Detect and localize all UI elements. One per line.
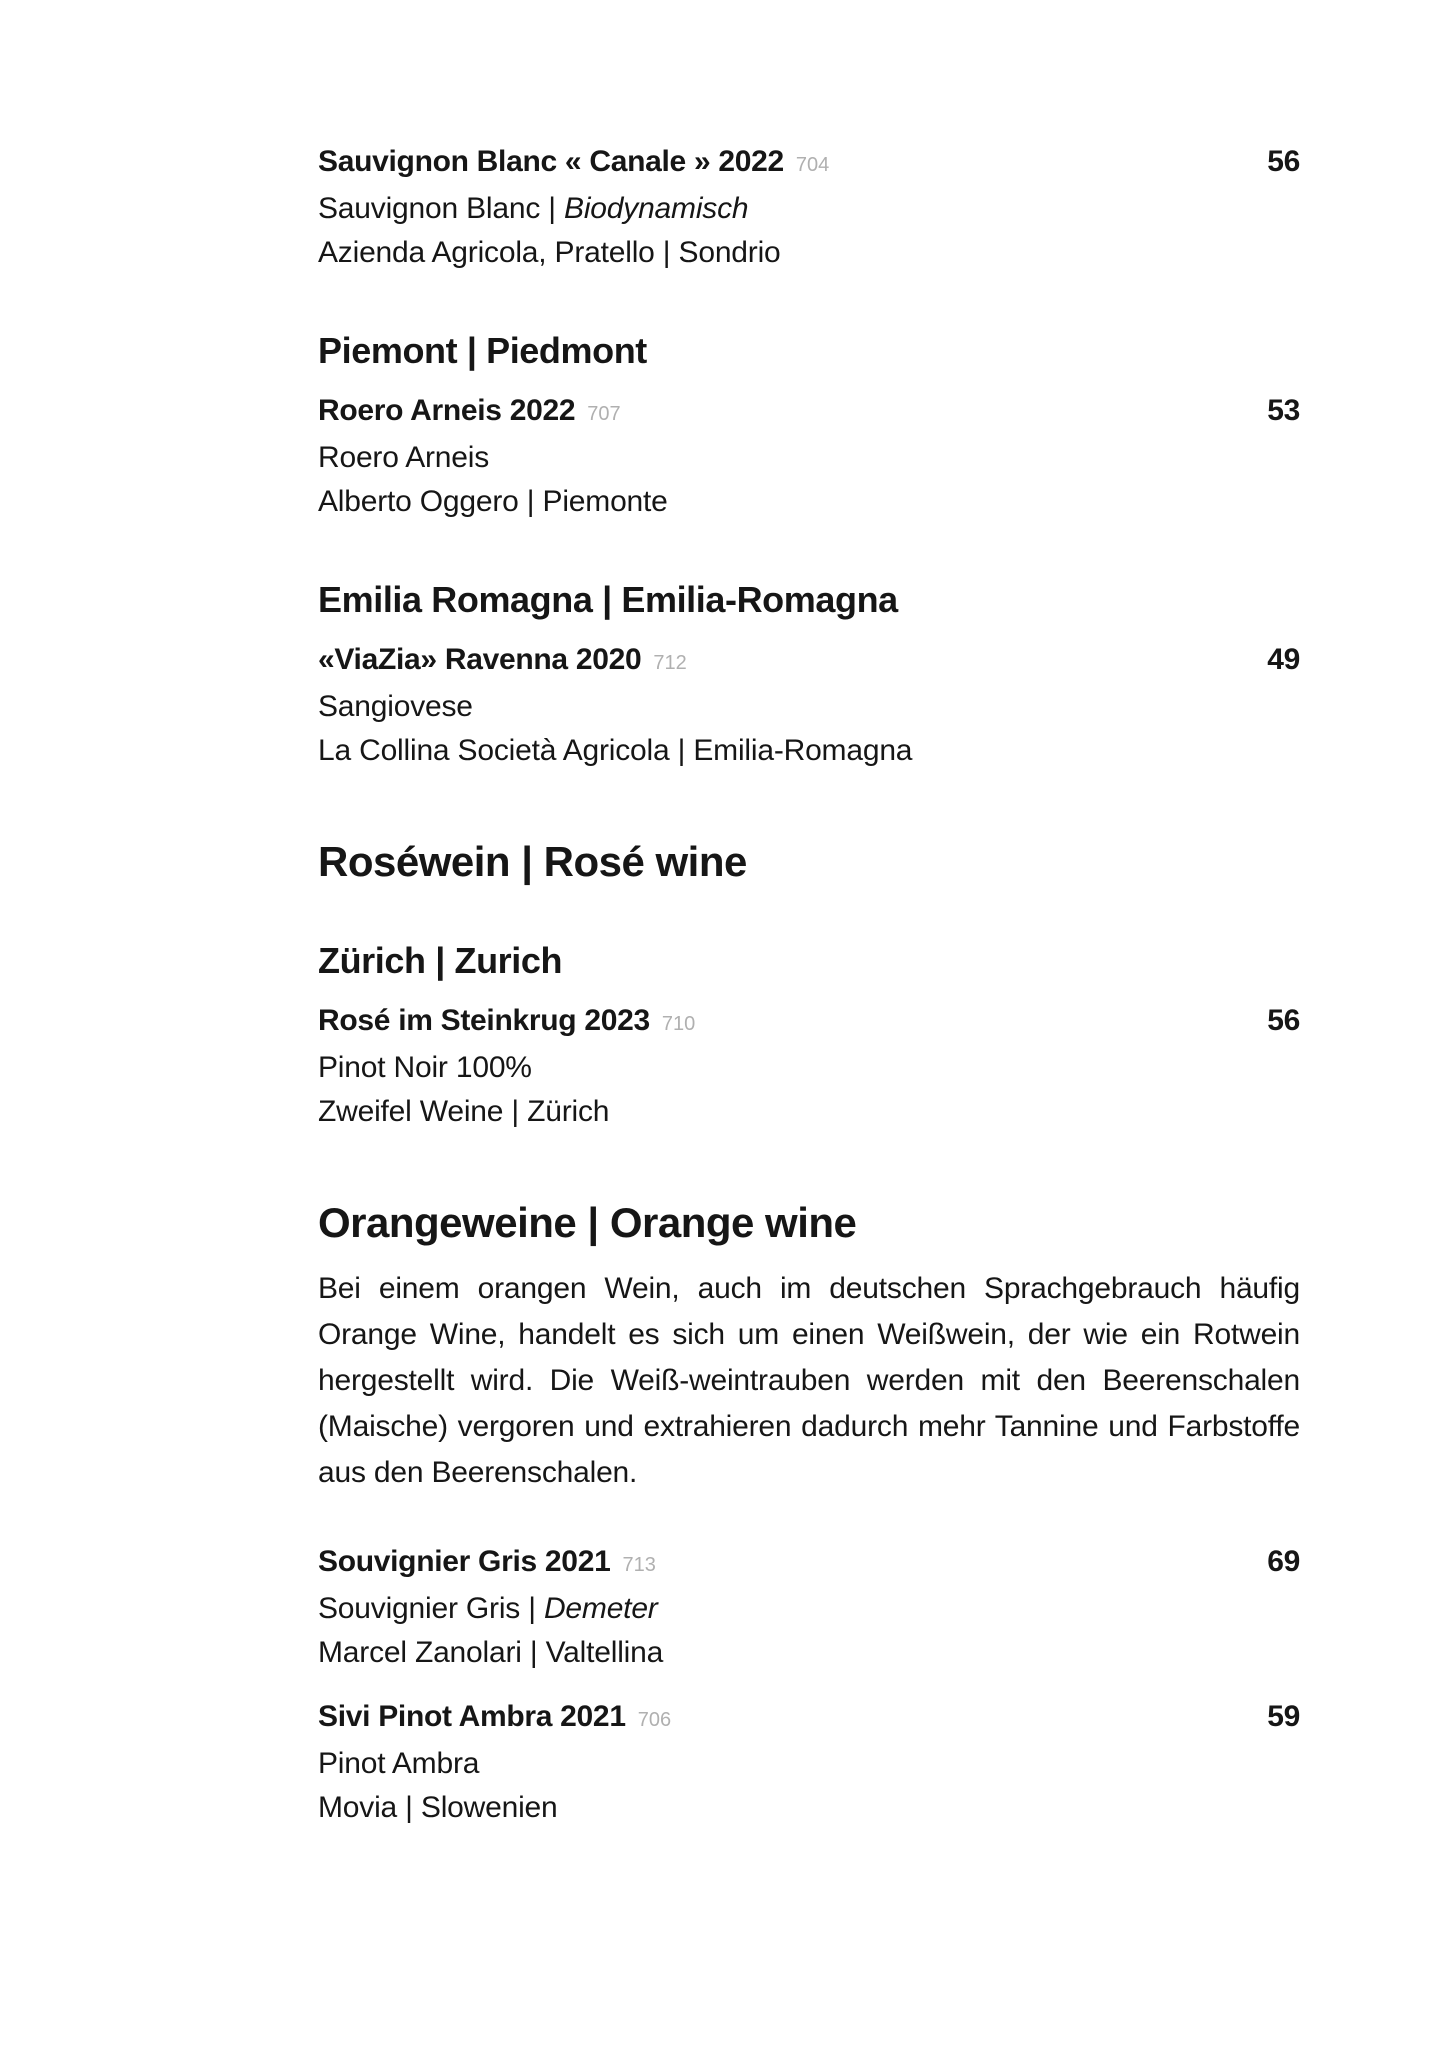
wine-entry-rose-im-steinkrug [318, 999, 1300, 1134]
wine-entry-souvignier-gris [318, 1540, 1300, 1675]
wine-entry-head [318, 389, 1300, 436]
region-heading-zuerich: Zürich | Zurich [318, 940, 563, 981]
grape-text: Pinot Noir 100% [318, 1051, 532, 1084]
grape-text: Sauvignon Blanc | [318, 192, 565, 225]
orange-wine-description: Bei einem orangen Wein, auch im deutschen Sprachgebrauch häufig Orange Wine, handelt es sich um einen Weißwein, der wie ein Rotwein hergestellt wird. Die Weiß-weintrauben werden mit den Beerenschalen (Maische) vergoren und extrahieren dadurch mehr Tannine und Farbstoffe aus den Beerenschalen. [318, 1272, 1300, 1489]
wine-name: Sivi Pinot Ambra 2021 [318, 1700, 626, 1733]
grape-certification: Biodynamisch [564, 192, 749, 225]
wine-price: 56 [1267, 145, 1300, 178]
category-heading-orangeweine: Orangeweine | Orange wine [318, 1199, 857, 1246]
region-heading-piemont: Piemont | Piedmont [318, 330, 647, 371]
wine-grape-line [318, 685, 1300, 729]
wine-name: Rosé im Steinkrug 2023 [318, 1004, 650, 1037]
wine-producer-line: Alberto Oggero | Piemonte [318, 485, 668, 518]
wine-number: 713 [622, 1554, 656, 1576]
grape-text: Sangiovese [318, 690, 473, 723]
wine-number: 712 [653, 652, 687, 674]
wine-grape-line [318, 1046, 1300, 1090]
grape-certification: Demeter [543, 1592, 658, 1625]
wine-name: «ViaZia» Ravenna 2020 [318, 643, 642, 676]
wine-entry-viazia-ravenna [318, 638, 1300, 773]
wine-entry-head [318, 140, 1300, 187]
wine-producer-line: Marcel Zanolari | Valtellina [318, 1636, 664, 1669]
wine-producer-line: La Collina Società Agricola | Emilia-Romagna [318, 734, 913, 767]
wine-entry-sivi-pinot-ambra [318, 1695, 1300, 1830]
wine-producer-line: Azienda Agricola, Pratello | Sondrio [318, 236, 781, 269]
wine-grape-line [318, 187, 1300, 231]
wine-entry-sauvignon-blanc-canale [318, 140, 1300, 275]
wine-price: 49 [1267, 643, 1300, 676]
wine-producer-line: Movia | Slowenien [318, 1791, 558, 1824]
wine-producer-line: Zweifel Weine | Zürich [318, 1095, 610, 1128]
wine-price: 53 [1267, 394, 1300, 427]
region-heading-emilia-romagna: Emilia Romagna | Emilia-Romagna [318, 579, 898, 620]
wine-grape-line [318, 1587, 1300, 1631]
grape-text: Souvignier Gris | [318, 1592, 544, 1625]
wine-number: 706 [637, 1709, 672, 1731]
grape-text: Roero Arneis [318, 441, 490, 474]
wine-name: Roero Arneis 2022 [318, 394, 576, 427]
wine-entry-head [318, 999, 1300, 1046]
wine-price: 69 [1267, 1545, 1300, 1578]
wine-price: 59 [1267, 1700, 1300, 1733]
wine-name: Souvignier Gris 2021 [318, 1545, 611, 1578]
wine-entry-head [318, 1540, 1300, 1587]
wine-entry-head [318, 638, 1300, 685]
grape-text: Pinot Ambra [318, 1747, 480, 1780]
wine-price: 56 [1267, 1004, 1300, 1037]
wine-number: 704 [795, 154, 830, 176]
wine-name: Sauvignon Blanc « Canale » 2022 [318, 145, 784, 178]
wine-entry-head [318, 1695, 1300, 1742]
wine-grape-line [318, 436, 1300, 480]
wine-number: 710 [661, 1013, 696, 1035]
wine-entry-roero-arneis [318, 389, 1300, 524]
wine-number: 707 [587, 403, 621, 425]
category-heading-rosewein: Roséwein | Rosé wine [318, 838, 747, 885]
wine-grape-line [318, 1742, 1300, 1786]
